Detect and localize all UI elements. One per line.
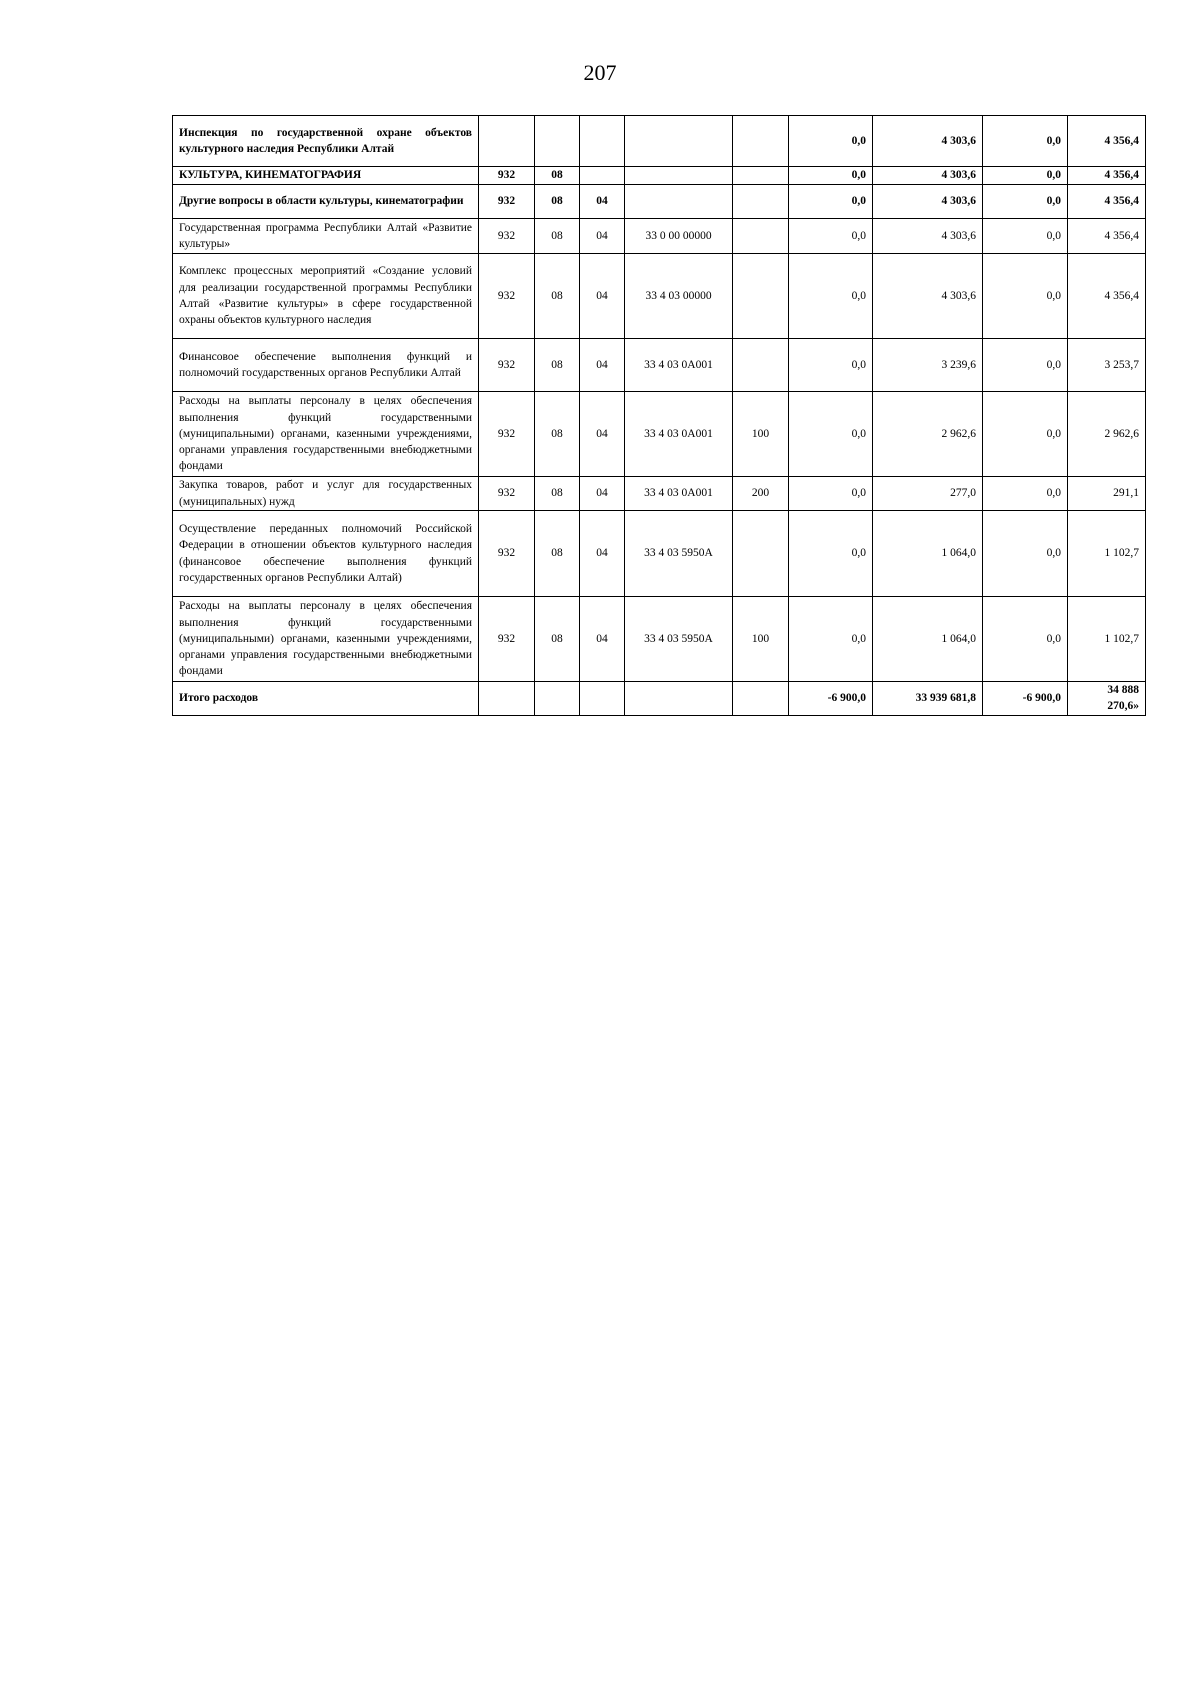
expense-type-code-cell <box>733 511 789 597</box>
expense-type-code-cell <box>733 185 789 219</box>
amount-change-1-cell: -6 900,0 <box>789 682 873 716</box>
amount-total-2-cell: 3 253,7 <box>1068 339 1146 392</box>
amount-total-2-cell: 4 356,4 <box>1068 219 1146 254</box>
amount-total-1-cell: 4 303,6 <box>873 185 983 219</box>
ministry-code-cell: 932 <box>479 254 535 339</box>
subsection-code-cell: 04 <box>580 219 625 254</box>
amount-change-1-cell: 0,0 <box>789 219 873 254</box>
amount-change-2-cell: 0,0 <box>983 254 1068 339</box>
ministry-code-cell: 932 <box>479 392 535 477</box>
target-article-code-cell: 33 4 03 0А001 <box>625 339 733 392</box>
table-row <box>173 477 1146 511</box>
expense-type-code-cell <box>733 682 789 716</box>
section-code-cell <box>535 116 580 167</box>
ministry-code-cell: 932 <box>479 339 535 392</box>
ministry-code-cell: 932 <box>479 597 535 682</box>
amount-change-1-cell: 0,0 <box>789 597 873 682</box>
ministry-code-cell <box>479 116 535 167</box>
target-article-code-cell: 33 4 03 5950А <box>625 597 733 682</box>
item-name-cell: Другие вопросы в области культуры, кинематографии <box>173 185 479 219</box>
item-name-cell: КУЛЬТУРА, КИНЕМАТОГРАФИЯ <box>173 167 479 185</box>
table-row <box>173 116 1146 167</box>
amount-change-1-cell: 0,0 <box>789 392 873 477</box>
section-code-cell: 08 <box>535 597 580 682</box>
item-name-cell: Расходы на выплаты персоналу в целях обеспечения выполнения функций государственными (муниципальными) органами, казенными учреждениями, органами управления государственными внебюджетными фондами <box>173 597 479 682</box>
page-number: 207 <box>583 60 617 85</box>
target-article-code-cell: 33 4 03 0А001 <box>625 477 733 511</box>
expense-type-code-cell: 100 <box>733 392 789 477</box>
amount-total-2-cell: 4 356,4 <box>1068 116 1146 167</box>
target-article-code-cell <box>625 116 733 167</box>
amount-total-1-cell: 2 962,6 <box>873 392 983 477</box>
section-code-cell: 08 <box>535 254 580 339</box>
amount-total-1-cell: 4 303,6 <box>873 167 983 185</box>
amount-change-2-cell: 0,0 <box>983 219 1068 254</box>
item-name-cell: Комплекс процессных мероприятий «Создание условий для реализации государственной программы Республики Алтай «Развитие культуры» в сфере государственной охраны объектов культурного наследия <box>173 254 479 339</box>
amount-total-1-cell: 33 939 681,8 <box>873 682 983 716</box>
amount-total-2-cell: 4 356,4 <box>1068 167 1146 185</box>
table-row <box>173 254 1146 339</box>
section-code-cell <box>535 682 580 716</box>
subsection-code-cell: 04 <box>580 511 625 597</box>
amount-total-1-cell: 1 064,0 <box>873 511 983 597</box>
target-article-code-cell: 33 4 03 00000 <box>625 254 733 339</box>
amount-change-2-cell: 0,0 <box>983 185 1068 219</box>
amount-total-2-cell: 1 102,7 <box>1068 597 1146 682</box>
amount-total-1-cell: 277,0 <box>873 477 983 511</box>
target-article-code-cell: 33 4 03 5950А <box>625 511 733 597</box>
item-name-cell: Закупка товаров, работ и услуг для государственных (муниципальных) нужд <box>173 477 479 511</box>
amount-change-2-cell: 0,0 <box>983 597 1068 682</box>
budget-table <box>172 115 1146 716</box>
amount-change-2-cell: 0,0 <box>983 392 1068 477</box>
table-row <box>173 167 1146 185</box>
table-row <box>173 682 1146 716</box>
expense-type-code-cell <box>733 339 789 392</box>
expense-type-code-cell: 100 <box>733 597 789 682</box>
subsection-code-cell: 04 <box>580 392 625 477</box>
expense-type-code-cell: 200 <box>733 477 789 511</box>
table-row <box>173 219 1146 254</box>
amount-total-1-cell: 1 064,0 <box>873 597 983 682</box>
ministry-code-cell: 932 <box>479 185 535 219</box>
subsection-code-cell <box>580 116 625 167</box>
amount-change-1-cell: 0,0 <box>789 339 873 392</box>
section-code-cell: 08 <box>535 167 580 185</box>
amount-change-1-cell: 0,0 <box>789 511 873 597</box>
amount-change-1-cell: 0,0 <box>789 254 873 339</box>
amount-total-2-cell: 291,1 <box>1068 477 1146 511</box>
amount-total-1-cell: 4 303,6 <box>873 116 983 167</box>
expense-type-code-cell <box>733 116 789 167</box>
table-row <box>173 511 1146 597</box>
amount-change-1-cell: 0,0 <box>789 116 873 167</box>
table-row <box>173 597 1146 682</box>
expense-type-code-cell <box>733 254 789 339</box>
amount-total-1-cell: 4 303,6 <box>873 219 983 254</box>
amount-total-1-cell: 3 239,6 <box>873 339 983 392</box>
ministry-code-cell: 932 <box>479 511 535 597</box>
amount-total-2-cell: 4 356,4 <box>1068 185 1146 219</box>
expense-type-code-cell <box>733 167 789 185</box>
amount-change-2-cell: 0,0 <box>983 167 1068 185</box>
subsection-code-cell <box>580 682 625 716</box>
ministry-code-cell: 932 <box>479 219 535 254</box>
subsection-code-cell: 04 <box>580 185 625 219</box>
amount-change-2-cell: 0,0 <box>983 511 1068 597</box>
section-code-cell: 08 <box>535 219 580 254</box>
amount-change-2-cell: 0,0 <box>983 339 1068 392</box>
budget-table-body <box>173 116 1146 716</box>
amount-change-1-cell: 0,0 <box>789 185 873 219</box>
amount-total-1-cell: 4 303,6 <box>873 254 983 339</box>
amount-total-2-cell: 1 102,7 <box>1068 511 1146 597</box>
subsection-code-cell: 04 <box>580 477 625 511</box>
item-name-cell: Государственная программа Республики Алтай «Развитие культуры» <box>173 219 479 254</box>
section-code-cell: 08 <box>535 477 580 511</box>
expense-type-code-cell <box>733 219 789 254</box>
table-row <box>173 185 1146 219</box>
subsection-code-cell: 04 <box>580 597 625 682</box>
item-name-cell: Осуществление переданных полномочий Российской Федерации в отношении объектов культурного наследия (финансовое обеспечение выполнения функций государственных органов Республики Алтай) <box>173 511 479 597</box>
amount-total-2-cell: 34 888 270,6» <box>1068 682 1146 716</box>
target-article-code-cell: 33 0 00 00000 <box>625 219 733 254</box>
target-article-code-cell <box>625 167 733 185</box>
item-name-cell: Инспекция по государственной охране объектов культурного наследия Республики Алтай <box>173 116 479 167</box>
section-code-cell: 08 <box>535 392 580 477</box>
target-article-code-cell <box>625 185 733 219</box>
item-name-cell: Итого расходов <box>173 682 479 716</box>
amount-change-2-cell: 0,0 <box>983 477 1068 511</box>
section-code-cell: 08 <box>535 511 580 597</box>
subsection-code-cell: 04 <box>580 254 625 339</box>
amount-total-2-cell: 4 356,4 <box>1068 254 1146 339</box>
amount-change-2-cell: -6 900,0 <box>983 682 1068 716</box>
section-code-cell: 08 <box>535 339 580 392</box>
table-row <box>173 392 1146 477</box>
subsection-code-cell <box>580 167 625 185</box>
amount-change-1-cell: 0,0 <box>789 477 873 511</box>
amount-change-2-cell: 0,0 <box>983 116 1068 167</box>
amount-change-1-cell: 0,0 <box>789 167 873 185</box>
item-name-cell: Расходы на выплаты персоналу в целях обеспечения выполнения функций государственными (муниципальными) органами, казенными учреждениями, органами управления государственными внебюджетными фондами <box>173 392 479 477</box>
table-row <box>173 339 1146 392</box>
amount-total-2-cell: 2 962,6 <box>1068 392 1146 477</box>
ministry-code-cell: 932 <box>479 477 535 511</box>
subsection-code-cell: 04 <box>580 339 625 392</box>
ministry-code-cell: 932 <box>479 167 535 185</box>
item-name-cell: Финансовое обеспечение выполнения функций и полномочий государственных органов Республики Алтай <box>173 339 479 392</box>
target-article-code-cell <box>625 682 733 716</box>
section-code-cell: 08 <box>535 185 580 219</box>
target-article-code-cell: 33 4 03 0А001 <box>625 392 733 477</box>
ministry-code-cell <box>479 682 535 716</box>
